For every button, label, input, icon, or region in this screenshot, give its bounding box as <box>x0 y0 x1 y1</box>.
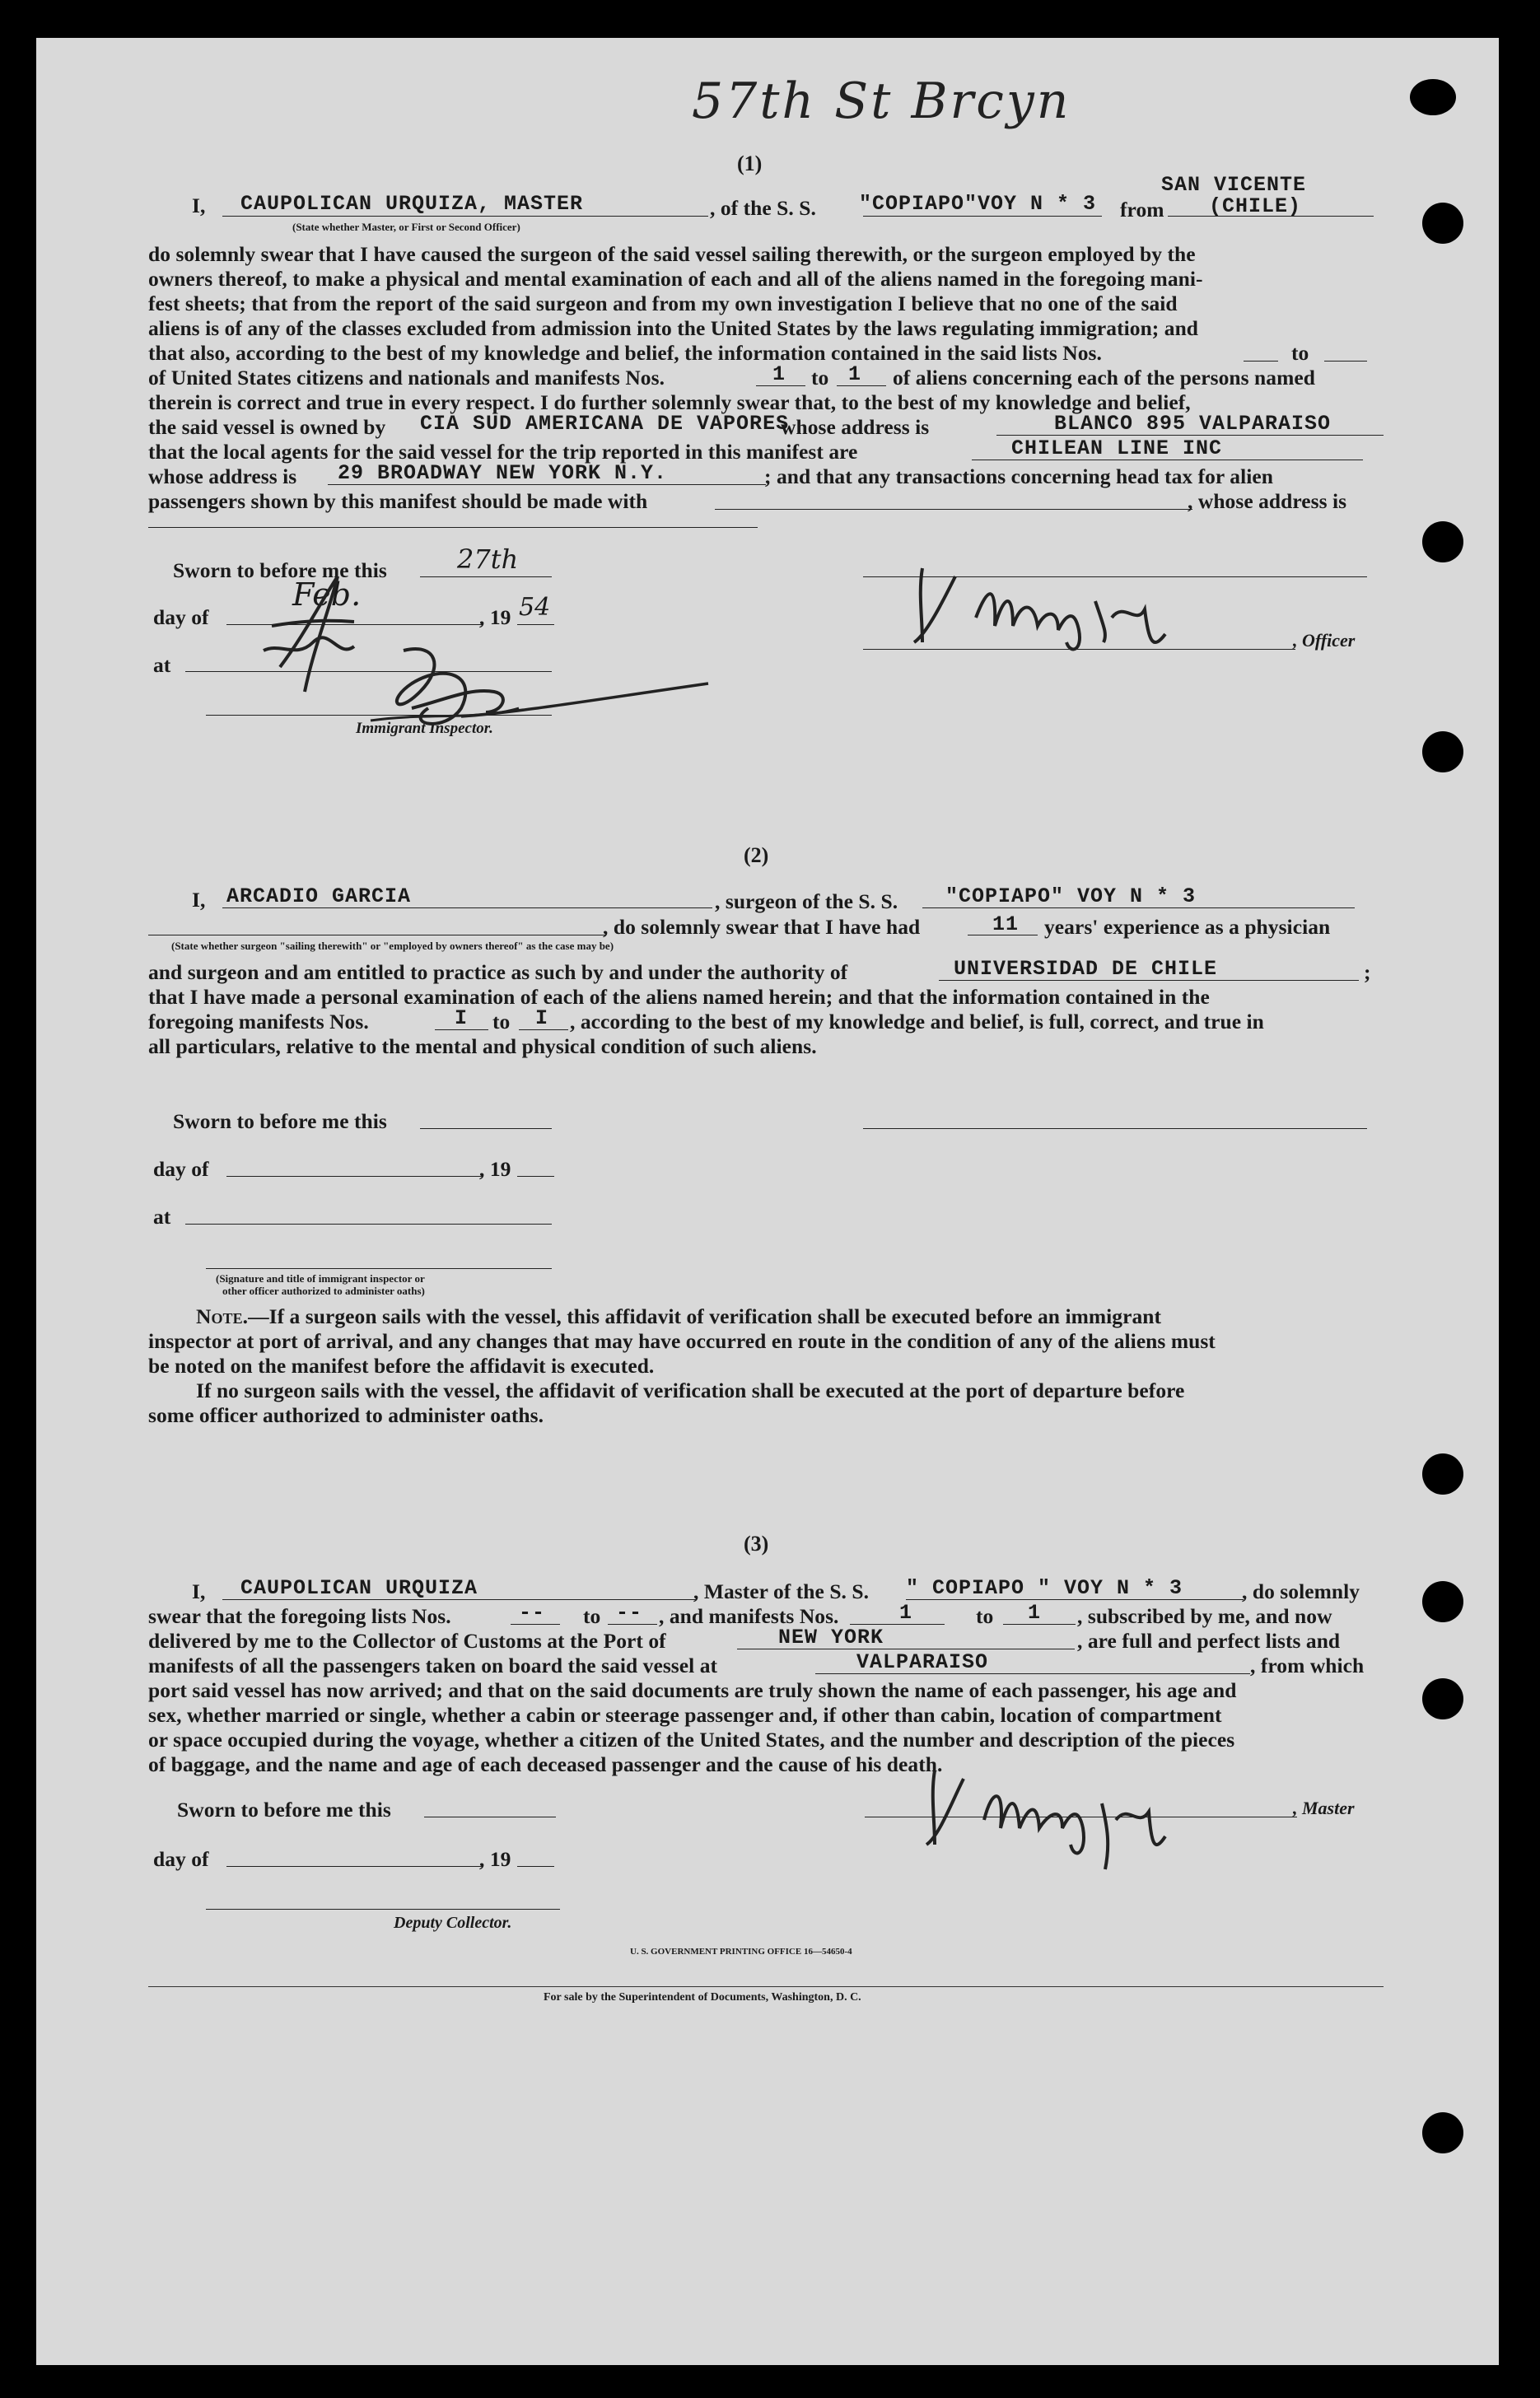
s3-line-7: of baggage, and the name and age of each deceased passenger and the cause of his death. <box>148 1752 943 1776</box>
s2-swear: , do solemnly swear that I have had <box>603 915 921 939</box>
s3-line-3a: manifests of all the passengers taken on board the said vessel at <box>148 1654 718 1677</box>
s2-line-3a: foregoing manifests Nos. <box>148 1010 369 1033</box>
s3-master-of: , Master of the S. S. <box>693 1579 870 1603</box>
s1-line-3: fest sheets; that from the report of the said surgeon and from my own investigation I believe that no one of the said <box>148 292 1178 315</box>
s2-note-2: inspector at port of arrival, and any changes that may have occurred en route in the condition of any of the aliens must <box>148 1329 1216 1353</box>
s1-inspector-label: Immigrant Inspector. <box>356 720 493 737</box>
s1-day-of: day of <box>153 605 209 629</box>
s1-from-country: (CHILE) <box>1209 194 1302 218</box>
s1-line-4: aliens is of any of the classes excluded from admission into the United States by the laws regulating immigration; and <box>148 316 1199 340</box>
s2-sig-note-1: (Signature and title of immigrant inspector or <box>216 1272 425 1285</box>
s1-from: from <box>1120 198 1164 222</box>
s2-i: I, <box>192 888 206 912</box>
s2-surgeon-of: , surgeon of the S. S. <box>715 889 898 913</box>
master-signature <box>914 1746 1276 1878</box>
s1-i: I, <box>192 194 206 217</box>
s1-line-8: the said vessel is owned by <box>148 415 386 439</box>
officer-signature <box>898 552 1244 667</box>
s1-line-2: owners thereof, to make a physical and mental examination of each and all of the aliens named in the foregoing mani- <box>148 267 1203 291</box>
s3-master-label: , Master <box>1293 1798 1355 1818</box>
punch-hole <box>1422 1581 1463 1622</box>
handwritten-top-note: 57th St Brcyn <box>692 72 1071 130</box>
s1-to: to <box>1291 341 1309 365</box>
s1-sworn: Sworn to before me this <box>173 558 387 582</box>
s1-owner: CIA SUD AMERICANA DE VAPORES <box>420 412 790 436</box>
s1-year-prefix: , 19 <box>479 605 511 629</box>
s1-line-6: of United States citizens and nationals and manifests Nos. <box>148 366 665 390</box>
s2-years: 11 <box>992 912 1020 936</box>
punch-hole <box>1422 1678 1463 1719</box>
s3-master-name: CAUPOLICAN URQUIZA <box>240 1576 478 1600</box>
s2-years-tail: years' experience as a physician <box>1044 915 1331 939</box>
s3-i: I, <box>192 1579 206 1603</box>
s2-authority-end: ; <box>1364 960 1371 984</box>
s2-authority: and surgeon and am entitled to practice as such by and under the authority of <box>148 960 848 984</box>
s3-line-6: or space occupied during the voyage, whether a citizen of the United States, and the number and description of the pieces <box>148 1728 1235 1752</box>
s2-mf-from: I <box>455 1006 469 1030</box>
s1-line-5: that also, according to the best of my knowledge and belief, the information contained in the said lists Nos. <box>148 341 1102 365</box>
s3-mf-to-label: to <box>976 1604 994 1628</box>
s3-lists-to: -- <box>616 1601 643 1625</box>
s1-year: 54 <box>519 593 551 622</box>
s1-manifest-to-label: to <box>811 366 829 390</box>
s2-university: UNIVERSIDAD DE CHILE <box>954 957 1218 981</box>
s3-sworn: Sworn to before me this <box>177 1798 391 1822</box>
s3-embark: VALPARAISO <box>856 1650 989 1674</box>
s2-note-5: some officer authorized to administer oaths. <box>148 1403 544 1427</box>
s2-mf-to: I <box>535 1006 549 1030</box>
s1-agent-tail: ; and that any transactions concerning head tax for alien <box>764 464 1273 488</box>
s2-year-prefix: , 19 <box>479 1157 511 1181</box>
footer-rule <box>148 1986 1384 1987</box>
s3-port: NEW YORK <box>778 1626 884 1649</box>
note-line-1: —If a surgeon sails with the vessel, this affidavit of verification shall be executed before an immigrant <box>248 1304 1162 1328</box>
section-1-number: (1) <box>737 152 763 175</box>
s3-mf-from: 1 <box>899 1601 913 1625</box>
s3-day-of: day of <box>153 1847 209 1871</box>
s2-note-4: If no surgeon sails with the vessel, the affidavit of verification shall be executed at the port of departure before <box>196 1379 1185 1402</box>
punch-hole <box>1422 1453 1463 1495</box>
s1-line-7: therein is correct and true in every respect. I do further solemnly swear that, to the best of my knowledge and belief, <box>148 390 1191 414</box>
punch-hole <box>1422 203 1463 244</box>
punch-hole <box>1422 731 1463 772</box>
s1-owner-addr-label: whose address is <box>781 415 930 439</box>
note-label: Note. <box>196 1304 249 1328</box>
s1-sworn-day: 27th <box>457 544 519 575</box>
s3-line-5: sex, whether married or single, whether a cabin or steerage passenger and, if other than cabin, location of compartment <box>148 1703 1222 1727</box>
printing-office-line: U. S. GOVERNMENT PRINTING OFFICE 16—54650-4 <box>630 1947 852 1957</box>
footer-sale-line: For sale by the Superintendent of Documents, Washington, D. C. <box>544 1991 861 2004</box>
s1-line-11: passengers shown by this manifest should be made with <box>148 489 648 513</box>
s2-line-2: that I have made a personal examination of each of the aliens named herein; and that the information contained in the <box>148 985 1210 1009</box>
s2-state-note: (State whether surgeon "sailing therewith" or "employed by owners thereof" as the case may be) <box>171 940 614 952</box>
s3-line-1a: swear that the foregoing lists Nos. <box>148 1604 451 1628</box>
s2-sworn: Sworn to before me this <box>173 1109 387 1133</box>
s2-to: to <box>492 1010 511 1033</box>
s3-line-2a: delivered by me to the Collector of Customs at the Port of <box>148 1629 666 1653</box>
s1-manifest-tail: of aliens concerning each of the persons named <box>893 366 1315 390</box>
s3-deputy-label: Deputy Collector. <box>394 1914 512 1932</box>
s1-month: Feb. <box>292 576 362 613</box>
s3-line-4: port said vessel has now arrived; and that on the said documents are truly shown the name of each passenger, his age and <box>148 1678 1237 1702</box>
s1-whose-addr: , whose address is <box>1188 489 1347 513</box>
punch-hole <box>1422 521 1463 562</box>
s2-day-of: day of <box>153 1157 209 1181</box>
s2-note-3: be noted on the manifest before the affidavit is executed. <box>148 1354 655 1378</box>
s3-line-1b: , and manifests Nos. <box>659 1604 839 1628</box>
s2-surgeon-name: ARCADIO GARCIA <box>226 884 412 908</box>
s1-vessel: "COPIAPO"VOY N * 3 <box>859 192 1097 216</box>
s3-vessel: " COPIAPO " VOY N * 3 <box>906 1576 1183 1600</box>
s1-line-1: do solemnly swear that I have caused the surgeon of the said vessel sailing therewith, or the surgeon employed by the <box>148 242 1196 266</box>
s3-line-2b: , are full and perfect lists and <box>1077 1629 1341 1653</box>
section-2-number: (2) <box>744 843 769 867</box>
s1-agent-addr: 29 BROADWAY NEW YORK N.Y. <box>338 461 668 485</box>
section-3-number: (3) <box>744 1532 769 1556</box>
s2-at: at <box>153 1205 171 1229</box>
s1-line-9: that the local agents for the said vessel for the trip reported in this manifest are <box>148 440 858 464</box>
s2-line-3b: , according to the best of my knowledge and belief, is full, correct, and true in <box>570 1010 1264 1033</box>
s1-of-ss: , of the S. S. <box>710 196 816 220</box>
s2-vessel: "COPIAPO" VOY N * 3 <box>945 884 1197 908</box>
s1-manifest-from: 1 <box>772 362 786 386</box>
s1-officer-label: , Officer <box>1293 630 1356 651</box>
s3-lists-from: -- <box>519 1601 546 1625</box>
punch-hole <box>1422 2112 1463 2153</box>
s1-from-place: SAN VICENTE <box>1161 173 1307 197</box>
punch-hole <box>1410 79 1456 115</box>
s1-at: at <box>153 653 171 677</box>
s2-sig-note-2: other officer authorized to administer oaths) <box>222 1285 425 1297</box>
s1-owner-addr: BLANCO 895 VALPARAISO <box>1054 412 1332 436</box>
s3-lists-to-label: to <box>583 1604 601 1628</box>
s1-agents: CHILEAN LINE INC <box>1011 436 1223 460</box>
s1-state-note: (State whether Master, or First or Second Officer) <box>292 221 520 233</box>
s1-line-10: whose address is <box>148 464 297 488</box>
s1-master-name: CAUPOLICAN URQUIZA, MASTER <box>240 192 584 216</box>
s3-line-3b: , from which <box>1250 1654 1365 1677</box>
s3-line-1c: , subscribed by me, and now <box>1077 1604 1332 1628</box>
s3-mf-to: 1 <box>1028 1601 1042 1625</box>
s2-line-4: all particulars, relative to the mental and physical condition of such aliens. <box>148 1034 817 1058</box>
s3-year-prefix: , 19 <box>479 1847 511 1871</box>
s3-swear: , do solemnly <box>1242 1579 1360 1603</box>
s1-manifest-to: 1 <box>848 362 862 386</box>
s2-note-1 <box>196 1304 1161 1329</box>
inspector-signature <box>247 544 758 749</box>
